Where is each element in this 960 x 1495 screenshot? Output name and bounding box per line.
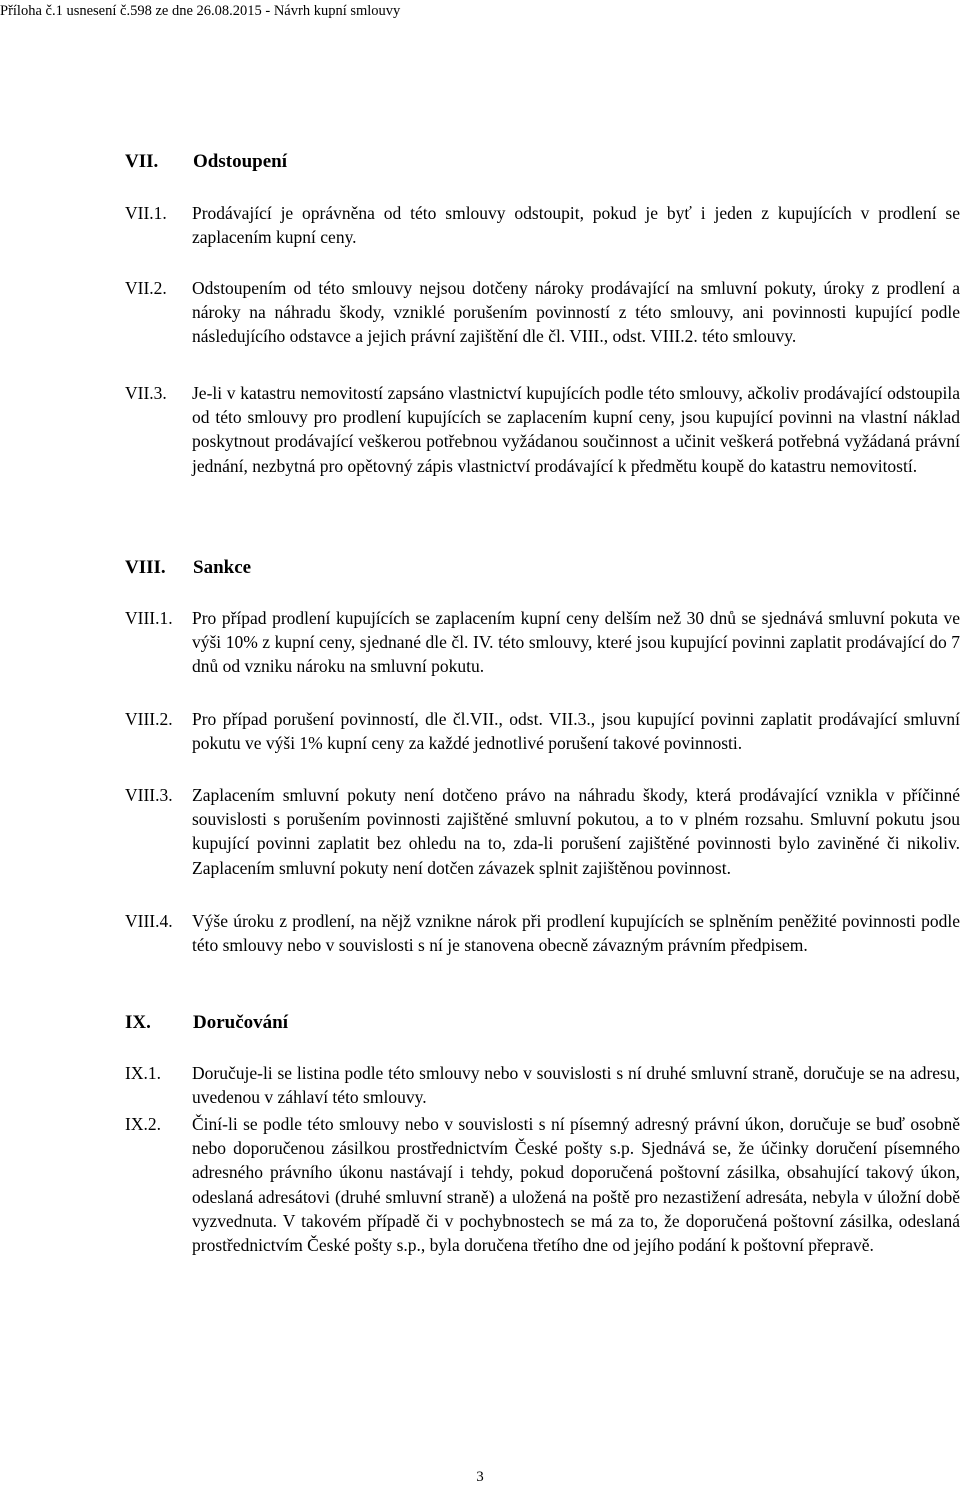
clause-number: VIII.3. xyxy=(125,785,173,805)
clause-text: Výše úroku z prodlení, na nějž vznikne nárok při prodlení kupujících se splněním peněžité povinnosti podle této smlouvy nebo v souvislosti s ní je stanovena obecně závazným právním předpisem. xyxy=(192,911,960,956)
clause-text: Odstoupením od této smlouvy nejsou dotčeny nároky prodávající na smluvní pokuty, úroky z prodlení a nároky na náhradu škody, vzniklé porušením povinností z této smlouvy, ani povinnosti kupující podle následujícího odstavce a jejich právní zajištění dle čl. VIII., odst. VIII.2. této smlouvy. xyxy=(192,278,960,347)
clause-number: VII.1. xyxy=(125,203,167,223)
section-number: IX. xyxy=(125,1012,151,1033)
clause-text: Činí-li se podle této smlouvy nebo v souvislosti s ní písemný adresný právní úkon, doručuje se buď osobně nebo doporučenou zásilkou prostřednictvím České pošty s.p. Sjednává se, že účinky doručení písemného adresného právního úkonu nastávají i tehdy, pokud doporučená poštovní zásilka, obsahující takový úkon, odeslaná adresátovi (druhé smluvní straně) a uložená na poště pro nezastižení adresáta, nebyla v úložní době vyzvednuta. V takovém případě či v pochybnostech se má za to, že doporučená poštovní zásilka, odeslaná prostřednictvím České pošty s.p., byla doručena třetího dne od jejího podání k poštovní přepravě. xyxy=(192,1114,960,1256)
clause-viii-4 xyxy=(125,909,960,957)
clause-number: VII.2. xyxy=(125,278,167,298)
clause-text: Je-li v katastru nemovitostí zapsáno vlastnictví kupujících podle této smlouvy, ačkoliv prodávající odstoupila od této smlouvy pro prodlení kupujících se zaplacením kupní ceny, jsou kupující povinni na vlastní náklad poskytnout prodávající veškerou potřebnou vyžádanou součinnost a učinit veškerá potřebná vyžádaná právní jednání, nezbytná pro opětovný zápis vlastnictví prodávající k předmětu koupě do katastru nemovitostí. xyxy=(192,383,960,476)
clause-number: VIII.1. xyxy=(125,608,173,628)
clause-text: Zaplacením smluvní pokuty není dotčeno právo na náhradu škody, která prodávající vznikla v příčinné souvislosti s porušením povinnosti zajištěné smluvní pokutou, a to v plném rozsahu. Smluvní pokutu jsou kupující povinni zaplatit bez ohledu na to, zda-li porušení zajištěné povinnosti bylo zaviněné či nikoliv. Zaplacením smluvní pokuty není dotčen závazek splnit zajištěnou povinnost. xyxy=(192,785,960,878)
section-number: VII. xyxy=(125,151,159,172)
section-title: Doručování xyxy=(193,1012,288,1033)
clause-viii-2 xyxy=(125,707,960,755)
clause-number: VIII.2. xyxy=(125,709,173,729)
clause-vii-3 xyxy=(125,381,960,478)
clause-text: Doručuje-li se listina podle této smlouvy nebo v souvislosti s ní druhé smluvní straně, doručuje se na adresu, uvedenou v záhlaví této smlouvy. xyxy=(192,1063,960,1108)
clause-number: IX.1. xyxy=(125,1063,161,1083)
clause-number: IX.2. xyxy=(125,1114,161,1134)
clause-vii-2 xyxy=(125,276,960,349)
clause-viii-1 xyxy=(125,606,960,679)
page-number: 3 xyxy=(476,1469,484,1485)
section-title: Odstoupení xyxy=(193,151,287,172)
clause-ix-1 xyxy=(125,1061,960,1109)
clause-text: Pro případ porušení povinností, dle čl.VII., odst. VII.3., jsou kupující povinni zaplatit prodávající smluvní pokutu ve výši 1% kupní ceny za každé jednotlivé porušení takové povinnosti. xyxy=(192,709,960,754)
section-title: Sankce xyxy=(193,557,252,578)
clause-viii-3 xyxy=(125,783,960,880)
page-header: Příloha č.1 usnesení č.598 ze dne 26.08.2015 - Návrh kupní smlouvy xyxy=(0,3,401,19)
clause-text: Prodávající je oprávněna od této smlouvy odstoupit, pokud je byť i jeden z kupujících v prodlení se zaplacením kupní ceny. xyxy=(192,203,960,248)
clause-ix-2 xyxy=(125,1112,960,1257)
clause-vii-1 xyxy=(125,201,960,249)
clause-number: VII.3. xyxy=(125,383,167,403)
section-number: VIII. xyxy=(125,557,166,578)
clause-number: VIII.4. xyxy=(125,911,173,931)
clause-text: Pro případ prodlení kupujících se zaplacením kupní ceny delším než 30 dnů se sjednává smluvní pokuta ve výši 10% z kupní ceny, sjednané dle čl. IV. této smlouvy, které jsou kupující povinni zaplatit prodávající do 7 dnů od vzniku nároku na smluvní pokutu. xyxy=(192,608,960,677)
